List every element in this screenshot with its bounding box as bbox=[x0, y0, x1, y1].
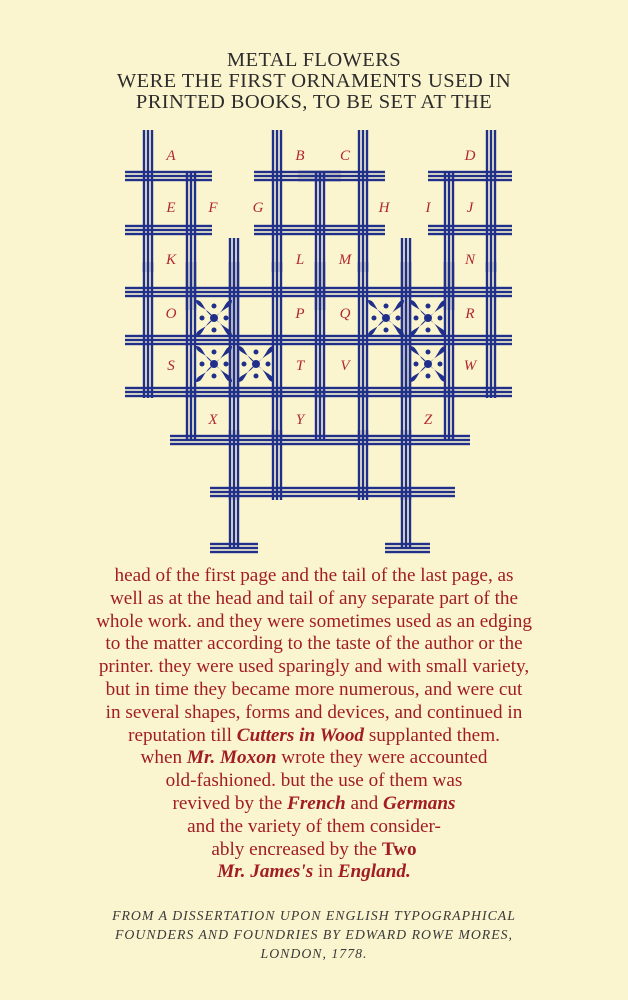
ornament-letter-e: E bbox=[166, 200, 176, 216]
ornament-letter-l: L bbox=[295, 252, 305, 268]
body-line-8-post: supplanted them. bbox=[364, 724, 500, 746]
horizontal-rule bbox=[428, 225, 512, 235]
body-line-13-pre: ably encreased by the bbox=[211, 838, 382, 860]
ornament-letter-n: N bbox=[464, 252, 476, 268]
body-line-5: printer. they were used sparingly and with small variety, bbox=[98, 656, 530, 678]
body-line-14-mid: in bbox=[313, 861, 338, 883]
horizontal-rule bbox=[210, 487, 455, 497]
body-line-11-pre: revived by the bbox=[172, 792, 288, 814]
vertical-rule bbox=[272, 262, 282, 398]
vertical-rule bbox=[229, 490, 239, 548]
ornament-letter-o: O bbox=[165, 306, 177, 322]
body-line-12: and the variety of them consider- bbox=[187, 815, 441, 837]
vertical-rule bbox=[315, 262, 325, 398]
emphasis-two: Two bbox=[381, 838, 417, 860]
ornament-letter-a: A bbox=[166, 148, 176, 164]
horizontal-rule bbox=[125, 171, 212, 181]
vertical-rule bbox=[486, 262, 496, 398]
body-line-6: but in time they became more numerous, and were cut bbox=[105, 678, 523, 700]
vertical-rule bbox=[401, 262, 411, 398]
body-line-7: in several shapes, forms and devices, and continued in bbox=[105, 701, 523, 723]
horizontal-rule bbox=[254, 225, 385, 235]
horizontal-rule bbox=[125, 287, 512, 297]
ornament-letter-f: F bbox=[208, 200, 218, 216]
ornament-letter-m: M bbox=[338, 252, 352, 268]
ornament-letter-c: C bbox=[339, 148, 351, 164]
body-text bbox=[0, 565, 628, 884]
body-line-1: head of the first page and the tail of the last page, as bbox=[114, 565, 514, 586]
ornament-letter-r: R bbox=[465, 306, 475, 322]
emphasis-french: French bbox=[287, 792, 346, 814]
horizontal-rule bbox=[210, 543, 258, 553]
body-line-14 bbox=[0, 861, 628, 884]
vertical-rule bbox=[315, 390, 325, 440]
vertical-rule bbox=[444, 390, 454, 440]
floral-tile bbox=[234, 342, 278, 386]
title-line-2: WERE THE FIRST ORNAMENTS USED IN bbox=[116, 70, 512, 92]
body-line-9-post: wrote they were accounted bbox=[276, 747, 488, 769]
ornament-letter-g: G bbox=[252, 200, 264, 216]
title-line-3: PRINTED BOOKS, TO BE SET AT THE bbox=[135, 91, 493, 113]
body-line-8 bbox=[0, 725, 628, 748]
ornamental-alphabet-lattice bbox=[0, 120, 628, 560]
body-line-9 bbox=[0, 747, 628, 770]
horizontal-rule bbox=[298, 171, 385, 181]
colophon-line-2: FOUNDERS AND FOUNDRIES BY EDWARD ROWE MORES, bbox=[115, 927, 513, 942]
ornament-letter-h: H bbox=[378, 200, 390, 216]
emphasis-mr-moxon: Mr. Moxon bbox=[186, 747, 277, 769]
ornament-letter-y: Y bbox=[295, 412, 305, 428]
floral-tile bbox=[406, 342, 450, 386]
horizontal-rule bbox=[125, 225, 212, 235]
ornament-letter-j: J bbox=[466, 200, 474, 216]
body-line-13 bbox=[0, 839, 628, 862]
title-line-1: METAL FLOWERS bbox=[226, 49, 402, 71]
ornament-letter-d: D bbox=[464, 148, 476, 164]
ornament-letter-t: T bbox=[295, 358, 305, 374]
colophon-line-3: LONDON, 1778. bbox=[260, 946, 368, 961]
body-line-9-pre: when bbox=[140, 747, 187, 769]
ornament-letter-v: V bbox=[340, 358, 350, 374]
colophon-line-1: FROM A DISSERTATION UPON ENGLISH TYPOGRAPHICAL bbox=[112, 908, 516, 923]
emphasis-england: England. bbox=[337, 861, 411, 883]
horizontal-rule bbox=[385, 543, 430, 553]
floral-tile bbox=[406, 296, 450, 340]
vertical-rule bbox=[186, 390, 196, 440]
vertical-rule bbox=[486, 130, 496, 272]
page-title bbox=[0, 50, 628, 113]
emphasis-mr-james: Mr. James's bbox=[217, 861, 314, 883]
emphasis-germans: Germans bbox=[383, 792, 456, 814]
body-line-8-pre: reputation till bbox=[128, 724, 237, 746]
vertical-rule bbox=[358, 262, 368, 398]
body-line-10: old-fashioned. but the use of them was bbox=[165, 770, 463, 792]
horizontal-rule bbox=[170, 435, 470, 445]
body-line-4: to the matter according to the taste of the author or the bbox=[105, 633, 523, 655]
body-line-3: whole work. and they were sometimes used as an edging bbox=[96, 610, 532, 632]
ornament-letter-q: Q bbox=[339, 306, 351, 322]
vertical-rule bbox=[272, 130, 282, 272]
vertical-rule bbox=[143, 262, 153, 398]
body-line-11-mid: and bbox=[345, 792, 383, 814]
ornament-letter-s: S bbox=[167, 358, 175, 374]
horizontal-rule bbox=[125, 335, 512, 345]
ornament-letter-z: Z bbox=[423, 412, 433, 428]
body-line-2: well as at the head and tail of any separate part of the bbox=[109, 587, 519, 609]
horizontal-rule bbox=[428, 171, 512, 181]
ornament-letter-w: W bbox=[463, 358, 477, 374]
vertical-rule bbox=[358, 130, 368, 272]
colophon bbox=[0, 906, 628, 963]
vertical-rule bbox=[229, 262, 239, 398]
vertical-rule bbox=[143, 130, 153, 272]
vertical-rule bbox=[186, 262, 196, 398]
vertical-rule bbox=[444, 262, 454, 398]
ornament-letter-b: B bbox=[295, 148, 305, 164]
ornament-letter-p: P bbox=[295, 306, 305, 322]
body-line-11 bbox=[0, 793, 628, 816]
vertical-rule bbox=[401, 490, 411, 548]
ornament-letter-k: K bbox=[165, 252, 177, 268]
horizontal-rule bbox=[125, 387, 512, 397]
ornament-letter-i: I bbox=[425, 200, 431, 216]
ornament-letter-x: X bbox=[208, 412, 218, 428]
emphasis-cutters-in-wood: Cutters in Wood bbox=[236, 724, 365, 746]
